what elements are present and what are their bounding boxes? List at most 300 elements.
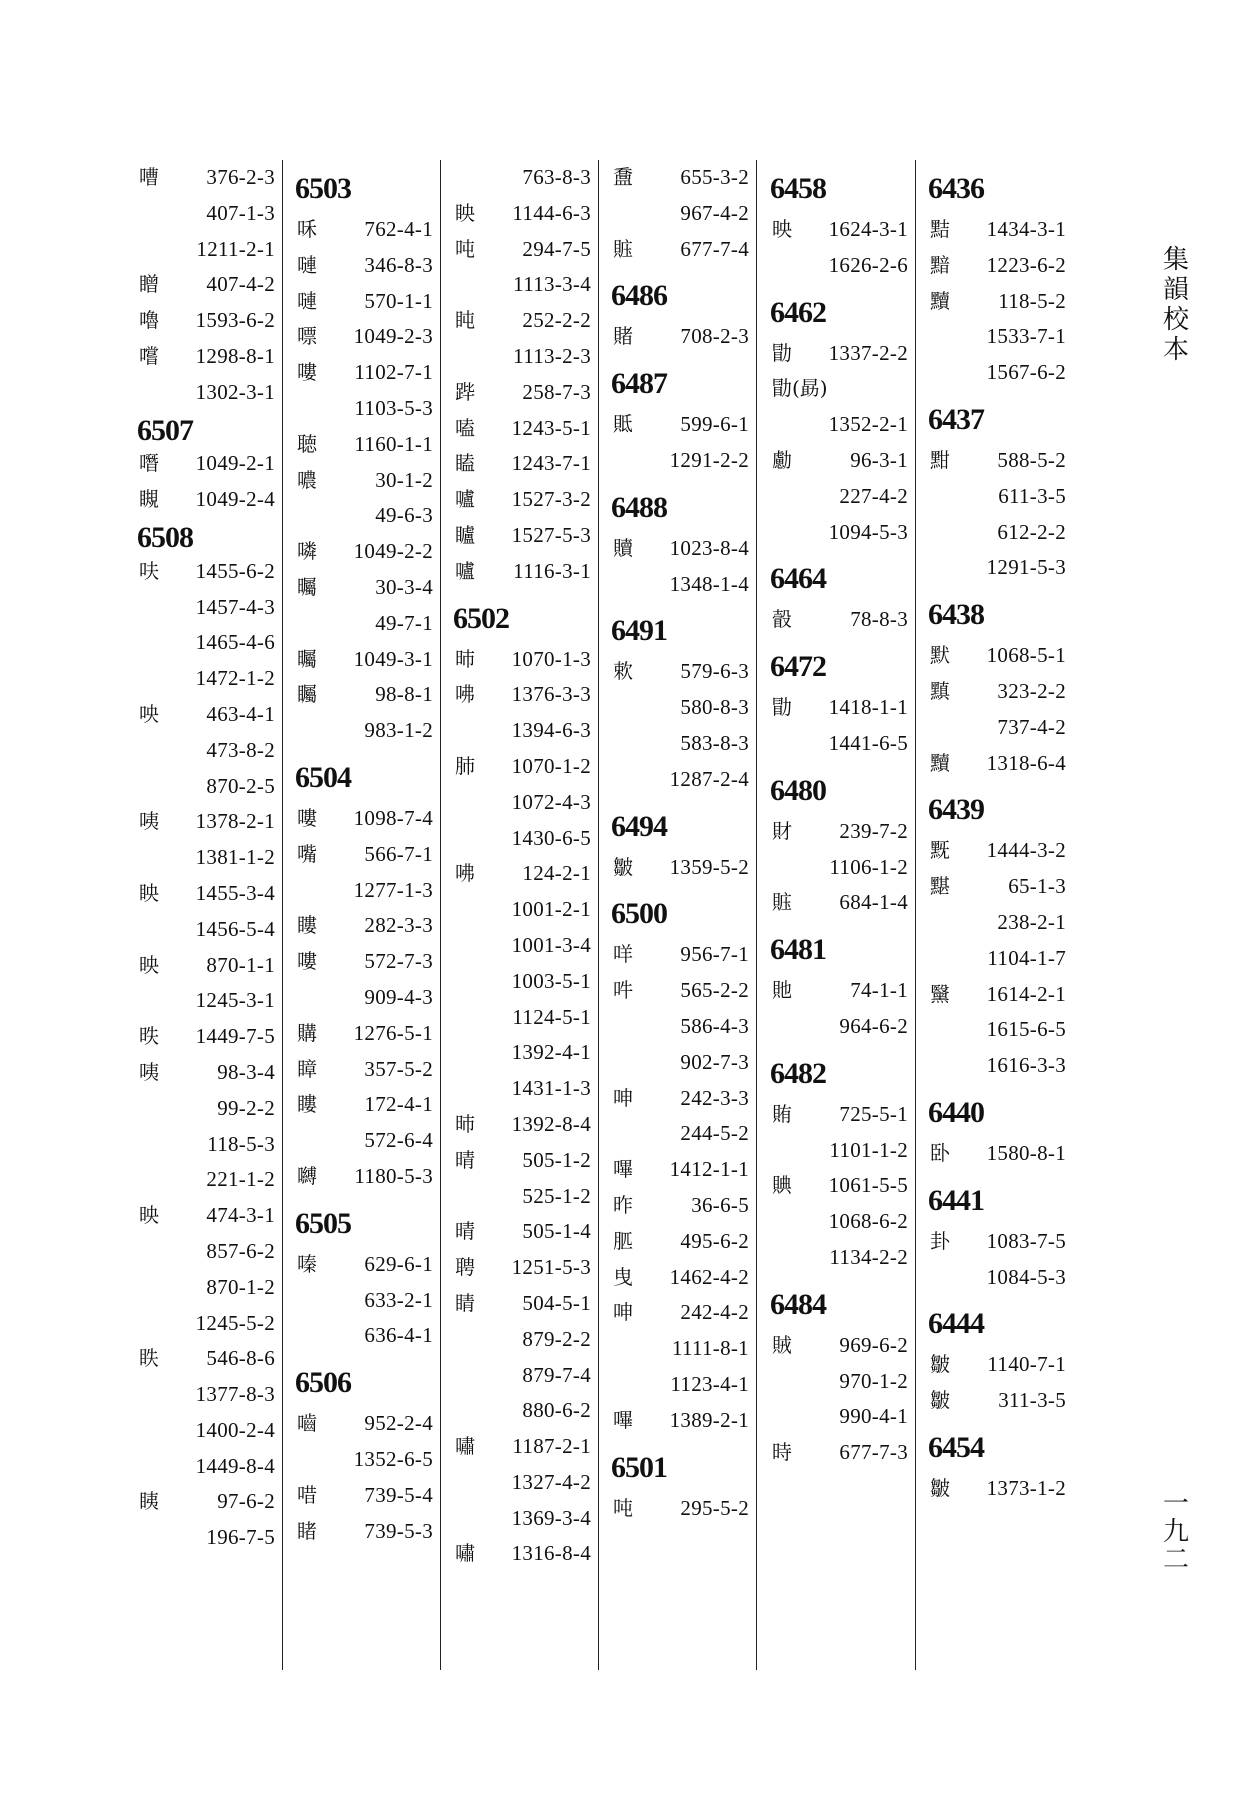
entry-character: 嗪 <box>297 1251 317 1276</box>
index-entry <box>768 443 916 479</box>
entry-reference: 407-1-3 <box>206 200 275 225</box>
index-entry <box>293 1283 441 1319</box>
index-entry <box>768 850 916 886</box>
entry-character: 財 <box>772 818 792 843</box>
entry-character: 黷 <box>930 750 950 775</box>
entry-reference: 1472-1-2 <box>195 666 275 691</box>
entry-character: 嘍 <box>297 360 317 385</box>
entry-character: 嘯 <box>455 1434 475 1459</box>
entry-character: 嗶 <box>613 1407 633 1432</box>
index-entry <box>451 1143 599 1179</box>
entry-reference: 1001-2-1 <box>511 897 591 922</box>
entry-reference: 1456-5-4 <box>195 916 275 941</box>
index-entry <box>293 606 441 642</box>
entry-character: 嘍 <box>297 805 317 830</box>
index-entry <box>926 1224 1074 1260</box>
entry-reference: 495-6-2 <box>680 1228 749 1253</box>
section-heading: 6487 <box>611 367 667 401</box>
entry-character: 眏 <box>139 880 159 905</box>
entry-reference: 239-7-2 <box>839 818 908 843</box>
entry-character: 嗶 <box>613 1157 633 1182</box>
index-entry <box>451 482 599 518</box>
index-entry <box>451 1250 599 1286</box>
entry-reference: 1144-6-3 <box>512 200 591 225</box>
index-entry <box>609 407 757 443</box>
entry-reference: 1098-7-4 <box>353 805 433 830</box>
entry-reference: 65-1-3 <box>1008 874 1066 899</box>
entry-reference: 311-3-5 <box>998 1388 1066 1413</box>
entry-character: 貤 <box>772 978 792 1003</box>
entry-reference: 244-5-2 <box>680 1121 749 1146</box>
index-entry <box>609 531 757 567</box>
entry-reference: 739-5-3 <box>364 1518 433 1543</box>
entry-reference: 1049-3-1 <box>353 646 433 671</box>
entry-reference: 242-4-2 <box>680 1300 749 1325</box>
index-entry <box>609 1260 757 1296</box>
index-entry <box>293 1442 441 1478</box>
entry-reference: 1140-7-1 <box>987 1352 1066 1377</box>
section-heading: 6501 <box>611 1450 667 1484</box>
entry-reference: 1316-8-4 <box>511 1541 591 1566</box>
entry-reference: 1251-5-3 <box>511 1255 591 1280</box>
entry-reference: 1614-2-1 <box>986 981 1066 1006</box>
entry-character: 昁 <box>455 1111 475 1136</box>
entry-character: 跸 <box>455 379 475 404</box>
index-entry <box>451 411 599 447</box>
entry-reference: 599-6-1 <box>680 412 749 437</box>
index-entry <box>451 160 599 196</box>
entry-reference: 580-8-3 <box>680 695 749 720</box>
index-entry <box>609 1045 757 1081</box>
entry-reference: 1245-3-1 <box>195 988 275 1013</box>
entry-reference: 1180-5-3 <box>354 1163 433 1188</box>
index-entry <box>293 1406 441 1442</box>
index-entry <box>135 733 283 769</box>
entry-reference: 1276-5-1 <box>353 1020 433 1045</box>
index-entry <box>135 840 283 876</box>
entry-reference: 49-6-3 <box>375 503 433 528</box>
entry-reference: 1400-2-4 <box>195 1417 275 1442</box>
entry-character: 呻 <box>613 1300 633 1325</box>
entry-reference: 1287-2-4 <box>669 766 749 791</box>
entry-character: 咉 <box>139 701 159 726</box>
entry-reference: 1449-7-5 <box>195 1024 275 1049</box>
entry-reference: 295-5-2 <box>680 1495 749 1520</box>
index-entry <box>135 1055 283 1091</box>
entry-reference: 546-8-6 <box>206 1346 275 1371</box>
index-entry <box>293 908 441 944</box>
entry-reference: 583-8-3 <box>680 730 749 755</box>
entry-reference: 252-2-2 <box>522 308 591 333</box>
index-entry <box>451 642 599 678</box>
entry-reference: 1113-3-4 <box>513 272 591 297</box>
index-entry <box>293 1087 441 1123</box>
entry-reference: 570-1-1 <box>364 288 433 313</box>
entry-reference: 708-2-3 <box>680 324 749 349</box>
page-number: 一九二 <box>1163 1489 1190 1575</box>
entry-reference: 30-3-4 <box>375 574 433 599</box>
index-entry <box>609 1116 757 1152</box>
index-entry <box>926 284 1074 320</box>
index-entry <box>135 625 283 661</box>
entry-character: 聴 <box>297 431 317 456</box>
entry-character: 黠 <box>930 217 950 241</box>
entry-character: 勖 <box>772 695 792 720</box>
entry-character: 瞕 <box>297 1056 317 1081</box>
index-column-5 <box>768 160 916 1670</box>
index-column-6 <box>926 160 1074 1670</box>
entry-character: 咩 <box>613 942 633 967</box>
entry-reference: 579-6-3 <box>680 659 749 684</box>
index-entry <box>768 1240 916 1276</box>
entry-character: 嗑 <box>455 415 475 440</box>
section-heading: 6505 <box>295 1206 351 1240</box>
entry-reference: 227-4-2 <box>839 483 908 508</box>
index-entry <box>609 937 757 973</box>
entry-reference: 357-5-2 <box>364 1056 433 1081</box>
index-entry <box>451 196 599 232</box>
entry-character: 勴 <box>772 447 792 472</box>
entry-character: 賄 <box>772 1101 792 1126</box>
index-entry <box>135 661 283 697</box>
entry-reference: 525-1-2 <box>522 1183 591 1208</box>
entry-reference: 1072-4-3 <box>511 789 591 814</box>
entry-character: 咈 <box>455 861 475 886</box>
entry-reference: 677-7-4 <box>680 236 749 261</box>
entry-character: 矚 <box>297 682 317 707</box>
index-entry <box>135 1484 283 1520</box>
entry-reference: 1527-5-3 <box>511 522 591 547</box>
entry-character: 嚕 <box>139 308 159 333</box>
index-column-2 <box>293 160 441 1670</box>
entry-reference: 1615-6-5 <box>986 1017 1066 1042</box>
entry-reference: 323-2-2 <box>997 678 1066 703</box>
section-heading: 6504 <box>295 760 351 794</box>
index-entry <box>451 1286 599 1322</box>
index-column-1 <box>135 160 283 1670</box>
entry-character: 眣 <box>139 1346 159 1371</box>
index-entry <box>451 1179 599 1215</box>
index-entry <box>926 905 1074 941</box>
index-entry <box>293 713 441 749</box>
entry-reference: 98-3-4 <box>217 1059 275 1084</box>
index-entry <box>135 482 283 518</box>
index-entry <box>135 1341 283 1377</box>
entry-character: 瞜 <box>297 913 317 938</box>
entry-character: 嗹 <box>297 288 317 313</box>
index-entry <box>293 212 441 248</box>
entry-reference: 282-3-3 <box>364 913 433 938</box>
index-entry <box>609 1081 757 1117</box>
entry-reference: 1352-2-1 <box>828 412 908 437</box>
index-entry <box>926 977 1074 1013</box>
index-entry <box>293 1016 441 1052</box>
entry-reference: 1434-3-1 <box>986 217 1066 241</box>
index-entry <box>293 248 441 284</box>
index-entry <box>609 654 757 690</box>
entry-reference: 586-4-3 <box>680 1013 749 1038</box>
entry-character: 䏘 <box>613 1228 633 1253</box>
entry-reference: 1455-6-2 <box>195 558 275 583</box>
index-entry <box>768 1009 916 1045</box>
entry-character: 嚧 <box>455 487 475 512</box>
entry-character: 嘯 <box>455 1541 475 1566</box>
entry-reference: 1003-5-1 <box>511 968 591 993</box>
entry-character: 睛 <box>455 1290 475 1315</box>
index-entry <box>293 1123 441 1159</box>
index-entry <box>926 1012 1074 1048</box>
entry-reference: 870-1-2 <box>206 1274 275 1299</box>
entry-reference: 1626-2-6 <box>828 252 908 277</box>
variant-entry: 勖(勗) <box>772 376 828 401</box>
index-entry <box>926 638 1074 674</box>
index-entry <box>768 973 916 1009</box>
index-entry <box>926 1048 1074 1084</box>
entry-character: 皺 <box>613 854 633 879</box>
entry-reference: 221-1-2 <box>206 1167 275 1192</box>
entry-reference: 983-1-2 <box>364 718 433 743</box>
entry-reference: 1049-2-3 <box>353 324 433 349</box>
index-entry <box>609 319 757 355</box>
index-entry <box>451 892 599 928</box>
entry-reference: 238-2-1 <box>997 909 1066 934</box>
index-entry <box>451 1071 599 1107</box>
index-entry <box>451 1322 599 1358</box>
section-heading: 6437 <box>928 402 984 436</box>
entry-character: 黚 <box>930 447 950 472</box>
index-entry <box>451 928 599 964</box>
entry-reference: 97-6-2 <box>217 1489 275 1514</box>
entry-reference: 1457-4-3 <box>195 594 275 619</box>
index-entry <box>768 407 916 443</box>
entry-reference: 737-4-2 <box>997 714 1066 739</box>
entry-reference: 172-4-1 <box>364 1092 433 1117</box>
entry-character: 映 <box>139 952 159 977</box>
index-entry <box>451 339 599 375</box>
entry-character: 卧 <box>930 1140 950 1165</box>
entry-reference: 1462-4-2 <box>669 1264 749 1289</box>
entry-reference: 1094-5-3 <box>828 519 908 544</box>
entry-character: 黖 <box>930 838 950 863</box>
entry-character: 瞜 <box>297 1092 317 1117</box>
index-entry <box>293 1052 441 1088</box>
entry-reference: 970-1-2 <box>839 1368 908 1393</box>
entry-character: 䀉 <box>613 165 633 189</box>
index-entry <box>135 1234 283 1270</box>
index-entry <box>609 1331 757 1367</box>
entry-character: 曯 <box>297 646 317 671</box>
index-entry <box>768 212 916 248</box>
index-entry <box>926 212 1074 248</box>
entry-reference: 505-1-4 <box>522 1219 591 1244</box>
index-column-4 <box>609 160 757 1670</box>
index-entry <box>609 726 757 762</box>
index-entry <box>451 713 599 749</box>
entry-reference: 879-2-2 <box>522 1326 591 1351</box>
section-heading: 6481 <box>770 933 826 967</box>
entry-character: 賘 <box>772 890 792 915</box>
entry-character: 眏 <box>455 200 475 225</box>
entry-reference: 1160-1-1 <box>354 431 433 456</box>
entry-reference: 1567-6-2 <box>986 360 1066 385</box>
index-entry <box>451 1035 599 1071</box>
entry-reference: 96-3-1 <box>850 447 908 472</box>
index-entry <box>293 801 441 837</box>
entry-reference: 1392-4-1 <box>511 1040 591 1065</box>
index-entry <box>293 980 441 1016</box>
entry-reference: 1381-1-2 <box>195 845 275 870</box>
index-column-3 <box>451 160 599 1670</box>
index-entry <box>293 1159 441 1195</box>
entry-reference: 1444-3-2 <box>986 838 1066 863</box>
entry-character: 唶 <box>297 1482 317 1507</box>
section-heading: 6494 <box>611 809 667 843</box>
entry-character: 噒 <box>297 539 317 564</box>
section-heading: 6507 <box>137 413 193 447</box>
entry-reference: 1412-1-1 <box>669 1157 749 1182</box>
entry-reference: 1298-8-1 <box>195 343 275 368</box>
entry-character: 嚙 <box>297 1411 317 1436</box>
entry-reference: 99-2-2 <box>217 1095 275 1120</box>
index-entry <box>135 1306 283 1342</box>
entry-reference: 1449-8-4 <box>195 1453 275 1478</box>
index-entry <box>451 1393 599 1429</box>
index-entry <box>135 1413 283 1449</box>
entry-reference: 1441-6-5 <box>828 730 908 755</box>
index-entry <box>293 355 441 391</box>
entry-character: 昨 <box>613 1192 633 1217</box>
index-entry <box>926 319 1074 355</box>
entry-reference: 684-1-4 <box>839 890 908 915</box>
entry-reference: 880-6-2 <box>522 1398 591 1423</box>
index-entry <box>609 973 757 1009</box>
index-entry <box>926 941 1074 977</box>
index-entry <box>451 1465 599 1501</box>
index-entry <box>609 1224 757 1260</box>
entry-reference: 565-2-2 <box>680 978 749 1003</box>
entry-character: 曳 <box>613 1264 633 1289</box>
index-entry <box>768 1097 916 1133</box>
entry-character: 嚐 <box>139 343 159 368</box>
entry-reference: 572-7-3 <box>364 949 433 974</box>
index-entry <box>926 833 1074 869</box>
index-entry <box>451 1536 599 1572</box>
entry-character: 黮 <box>930 874 950 899</box>
index-entry <box>926 1347 1074 1383</box>
index-entry <box>768 515 916 551</box>
entry-reference: 629-6-1 <box>364 1251 433 1276</box>
entry-reference: 505-1-2 <box>522 1147 591 1172</box>
index-entry <box>135 160 283 196</box>
index-entry <box>451 267 599 303</box>
index-entry <box>451 518 599 554</box>
entry-reference: 1533-7-1 <box>986 324 1066 349</box>
entry-reference: 633-2-1 <box>364 1287 433 1312</box>
entry-reference: 1134-2-2 <box>829 1244 908 1269</box>
entry-reference: 1348-1-4 <box>669 571 749 596</box>
entry-character: 吨 <box>613 1495 633 1520</box>
index-entry <box>609 850 757 886</box>
entry-reference: 1291-2-2 <box>669 447 749 472</box>
index-entry <box>135 1520 283 1556</box>
section-heading: 6438 <box>928 598 984 632</box>
entry-reference: 964-6-2 <box>839 1013 908 1038</box>
entry-reference: 1049-2-1 <box>195 451 275 476</box>
index-entry <box>926 710 1074 746</box>
index-entry <box>135 375 283 411</box>
entry-reference: 655-3-2 <box>680 165 749 189</box>
entry-character: 贖 <box>613 535 633 560</box>
index-entry <box>135 1377 283 1413</box>
entry-character: 䁬 <box>139 272 159 297</box>
entry-reference: 611-3-5 <box>998 483 1066 508</box>
entry-reference: 1378-2-1 <box>195 809 275 834</box>
entry-character: 卦 <box>930 1228 950 1253</box>
entry-character: 默 <box>930 643 950 668</box>
index-entry <box>135 769 283 805</box>
index-entry <box>768 814 916 850</box>
index-entry <box>135 804 283 840</box>
index-entry <box>293 427 441 463</box>
entry-reference: 1352-6-5 <box>353 1446 433 1471</box>
entry-reference: 74-1-1 <box>850 978 908 1003</box>
entry-reference: 956-7-1 <box>680 942 749 967</box>
index-entry <box>135 446 283 482</box>
entry-character: 睹 <box>297 1518 317 1543</box>
index-entry <box>609 232 757 268</box>
index-entry <box>926 515 1074 551</box>
section-heading: 6502 <box>453 601 509 635</box>
section-heading: 6488 <box>611 490 667 524</box>
section-heading: 6506 <box>295 1366 351 1400</box>
entry-reference: 196-7-5 <box>206 1525 275 1550</box>
index-entry <box>451 1501 599 1537</box>
index-entry <box>451 1429 599 1465</box>
index-entry <box>293 873 441 909</box>
section-heading: 6444 <box>928 1307 984 1341</box>
index-entry <box>451 1214 599 1250</box>
entry-character: 呻 <box>613 1085 633 1110</box>
section-heading: 6472 <box>770 650 826 684</box>
entry-reference: 78-8-3 <box>850 607 908 632</box>
index-entry <box>451 749 599 785</box>
entry-reference: 124-2-1 <box>522 861 591 886</box>
entry-character: 皺 <box>930 1352 950 1377</box>
index-entry <box>451 375 599 411</box>
entry-reference: 1593-6-2 <box>195 308 275 333</box>
index-entry <box>135 303 283 339</box>
index-entry <box>451 554 599 590</box>
entry-character: 咦 <box>139 809 159 834</box>
index-entry <box>768 726 916 762</box>
entry-reference: 1394-6-3 <box>511 718 591 743</box>
section-heading: 6491 <box>611 614 667 648</box>
index-entry <box>768 885 916 921</box>
entry-reference: 1243-5-1 <box>511 415 591 440</box>
entry-reference: 1431-1-3 <box>511 1076 591 1101</box>
section-heading: 6439 <box>928 793 984 827</box>
entry-character: 黳 <box>930 981 950 1006</box>
entry-reference: 1068-5-1 <box>986 643 1066 668</box>
entry-reference: 504-5-1 <box>522 1290 591 1315</box>
entry-reference: 1001-3-4 <box>511 932 591 957</box>
entry-reference: 1377-8-3 <box>195 1382 275 1407</box>
index-entry <box>926 479 1074 515</box>
index-entry <box>768 1328 916 1364</box>
section-heading: 6482 <box>770 1056 826 1090</box>
entry-character: 晴 <box>455 1147 475 1172</box>
entry-reference: 990-4-1 <box>839 1404 908 1429</box>
